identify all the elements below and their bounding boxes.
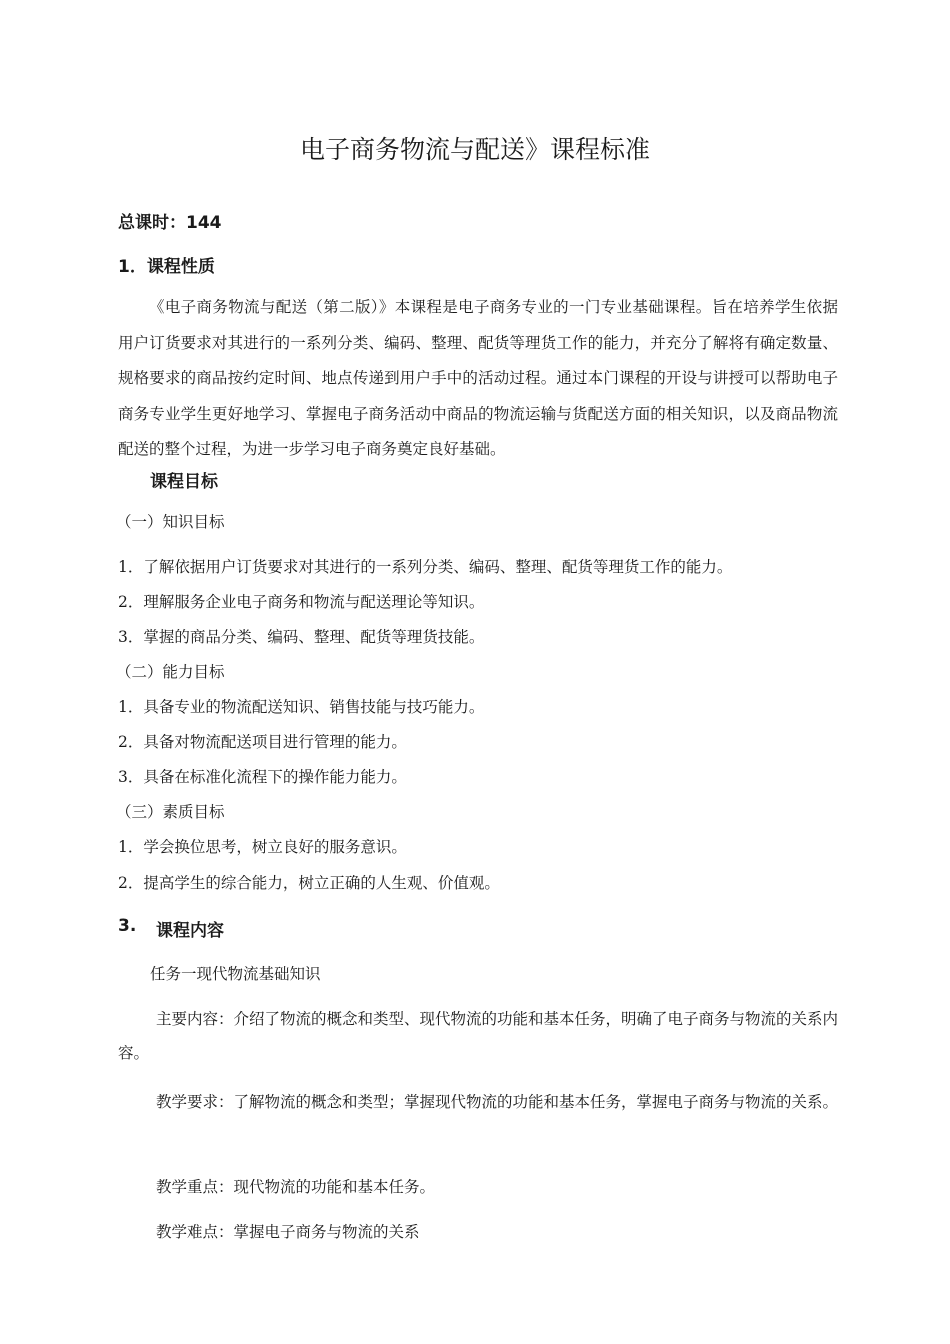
- section1-heading: 1．课程性质: [118, 257, 215, 277]
- section3-heading: 课程内容: [156, 921, 224, 941]
- section3-number: 3.: [118, 916, 137, 936]
- main-content-paragraph: [118, 1002, 838, 1070]
- teaching-key-point: 教学重点：现代物流的功能和基本任务。: [156, 1178, 436, 1196]
- quality-goal-item: 2．提高学生的综合能力，树立正确的人生观、价值观。: [118, 874, 500, 892]
- ability-goal-item: 3．具备在标准化流程下的操作能力能力。: [118, 768, 407, 786]
- document-title: 电子商务物流与配送》课程标准: [299, 135, 650, 164]
- knowledge-goal-item: 1．了解依据用户订货要求对其进行的一系列分类、编码、整理、配货等理货工作的能力。: [118, 558, 733, 576]
- teaching-requirement-paragraph: [118, 1085, 838, 1119]
- task-title: 任务一现代物流基础知识: [150, 965, 321, 983]
- teaching-requirement-text: 教学要求：了解物流的概念和类型；掌握现代物流的功能和基本任务，掌握电子商务与物流的关系。: [156, 1093, 839, 1111]
- ability-goals-label: （二）能力目标: [116, 663, 225, 681]
- knowledge-goals-label: （一）知识目标: [116, 513, 225, 531]
- ability-goal-item: 1．具备专业的物流配送知识、销售技能与技巧能力。: [118, 698, 485, 716]
- teaching-difficulty: 教学难点：掌握电子商务与物流的关系: [156, 1223, 420, 1241]
- total-hours: 总课时：144: [118, 213, 222, 233]
- quality-goals-label: （三）素质目标: [116, 803, 225, 821]
- knowledge-goal-item: 2．理解服务企业电子商务和物流与配送理论等知识。: [118, 593, 485, 611]
- quality-goal-item: 1．学会换位思考，树立良好的服务意识。: [118, 838, 407, 856]
- main-content-text: 主要内容：介绍了物流的概念和类型、现代物流的功能和基本任务，明确了电子商务与物流的关系内容。: [118, 1010, 839, 1062]
- section2-heading: 课程目标: [150, 472, 218, 492]
- course-nature-paragraph: 《电子商务物流与配送（第二版）》本课程是电子商务专业的一门专业基础课程。旨在培养学生依据用户订货要求对其进行的一系列分类、编码、整理、配货等理货工作的能力，并充分了解将有确定数量、规格要求的商品按约定时间、地点传递到用户手中的活动过程。通过本门课程的开设与讲授可以帮助电子商务专业学生更好地学习、掌握电子商务活动中商品的物流运输与货配送方面的相关知识，以及商品物流配送的整个过程，为进一步学习电子商务奠定良好基础。: [118, 298, 838, 458]
- ability-goal-item: 2．具备对物流配送项目进行管理的能力。: [118, 733, 407, 751]
- knowledge-goal-item: 3．掌握的商品分类、编码、整理、配货等理货技能。: [118, 628, 485, 646]
